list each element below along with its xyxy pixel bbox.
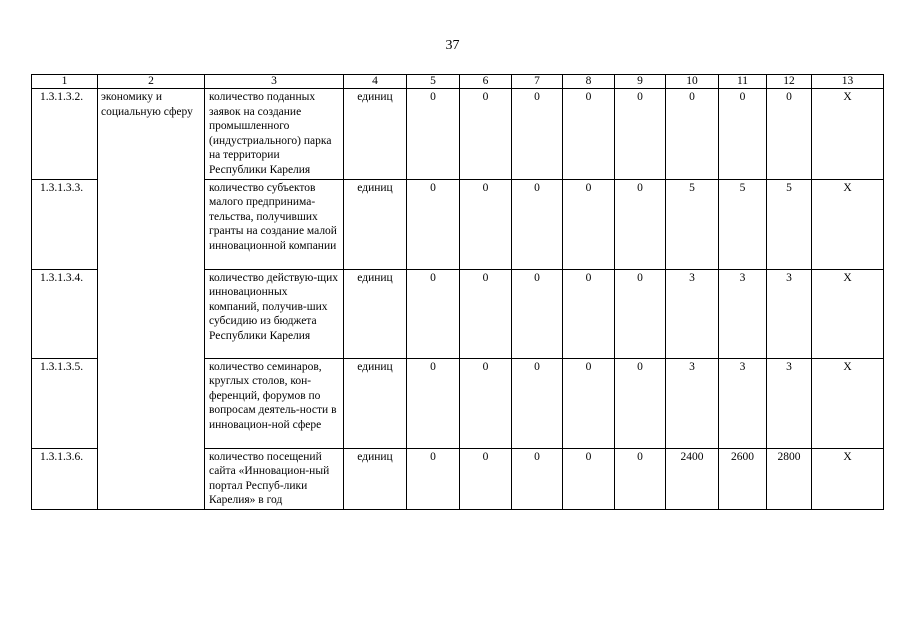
value-cell: 0 xyxy=(615,269,666,358)
value-cell: 0 xyxy=(407,269,460,358)
value-cell: 0 xyxy=(563,89,615,180)
value-cell: 0 xyxy=(512,269,563,358)
row-code: 1.3.1.3.5. xyxy=(32,358,98,448)
header-col-10: 10 xyxy=(666,75,719,89)
value-cell: 0 xyxy=(460,179,512,269)
value-cell: 0 xyxy=(460,269,512,358)
value-cell: 3 xyxy=(719,269,767,358)
value-cell: 5 xyxy=(767,179,812,269)
value-cell: 3 xyxy=(666,358,719,448)
indicator-name: количество поданных заявок на создание промышленного (индустриального) парка на территории Республики Карелия xyxy=(205,89,344,180)
value-cell: 0 xyxy=(512,179,563,269)
value-cell: 0 xyxy=(563,448,615,509)
value-cell: 0 xyxy=(460,358,512,448)
unit-cell: единиц xyxy=(344,358,407,448)
group-label: экономику и социальную сферу xyxy=(98,89,205,510)
header-col-11: 11 xyxy=(719,75,767,89)
unit-cell: единиц xyxy=(344,179,407,269)
row-code: 1.3.1.3.2. xyxy=(32,89,98,180)
value-cell: 0 xyxy=(615,448,666,509)
indicator-table xyxy=(31,74,884,510)
header-col-8: 8 xyxy=(563,75,615,89)
value-cell: 0 xyxy=(460,448,512,509)
row-code: 1.3.1.3.6. xyxy=(32,448,98,509)
value-cell: 0 xyxy=(407,179,460,269)
header-col-13: 13 xyxy=(812,75,884,89)
value-cell: 0 xyxy=(719,89,767,180)
header-col-12: 12 xyxy=(767,75,812,89)
unit-cell: единиц xyxy=(344,269,407,358)
value-cell: 3 xyxy=(719,358,767,448)
row-code: 1.3.1.3.3. xyxy=(32,179,98,269)
final-cell: Х xyxy=(812,89,884,180)
value-cell: 0 xyxy=(407,358,460,448)
value-cell: 0 xyxy=(407,448,460,509)
value-cell: 0 xyxy=(563,358,615,448)
value-cell: 5 xyxy=(719,179,767,269)
value-cell: 3 xyxy=(767,269,812,358)
value-cell: 5 xyxy=(666,179,719,269)
final-cell: Х xyxy=(812,358,884,448)
header-col-4: 4 xyxy=(344,75,407,89)
header-col-7: 7 xyxy=(512,75,563,89)
value-cell: 0 xyxy=(460,89,512,180)
value-cell: 2400 xyxy=(666,448,719,509)
header-row xyxy=(32,75,884,89)
header-col-3: 3 xyxy=(205,75,344,89)
row-code: 1.3.1.3.4. xyxy=(32,269,98,358)
final-cell: Х xyxy=(812,269,884,358)
value-cell: 0 xyxy=(563,179,615,269)
value-cell: 0 xyxy=(615,179,666,269)
value-cell: 3 xyxy=(767,358,812,448)
value-cell: 2600 xyxy=(719,448,767,509)
value-cell: 0 xyxy=(767,89,812,180)
header-col-1: 1 xyxy=(32,75,98,89)
value-cell: 0 xyxy=(407,89,460,180)
value-cell: 0 xyxy=(666,89,719,180)
header-col-2: 2 xyxy=(98,75,205,89)
header-col-6: 6 xyxy=(460,75,512,89)
indicator-name: количество семинаров, круглых столов, кон-ференций, форумов по вопросам деятель-ности в инновацион-ной сфере xyxy=(205,358,344,448)
page-number: 37 xyxy=(445,38,460,53)
value-cell: 0 xyxy=(512,448,563,509)
value-cell: 0 xyxy=(615,358,666,448)
unit-cell: единиц xyxy=(344,89,407,180)
indicator-name: количество посещений сайта «Инновацион-ный портал Респуб-лики Карелия» в год xyxy=(205,448,344,509)
final-cell: Х xyxy=(812,179,884,269)
unit-cell: единиц xyxy=(344,448,407,509)
indicator-name: количество субъектов малого предпринима-тельства, получивших гранты на создание малой инновационной компании xyxy=(205,179,344,269)
value-cell: 0 xyxy=(512,358,563,448)
value-cell: 3 xyxy=(666,269,719,358)
final-cell: Х xyxy=(812,448,884,509)
indicator-name: количество действую-щих инновационных компаний, получив-ших субсидию из бюджета Республики Карелия xyxy=(205,269,344,358)
value-cell: 0 xyxy=(615,89,666,180)
header-col-9: 9 xyxy=(615,75,666,89)
value-cell: 0 xyxy=(512,89,563,180)
value-cell: 0 xyxy=(563,269,615,358)
header-col-5: 5 xyxy=(407,75,460,89)
value-cell: 2800 xyxy=(767,448,812,509)
table-row xyxy=(32,89,884,180)
